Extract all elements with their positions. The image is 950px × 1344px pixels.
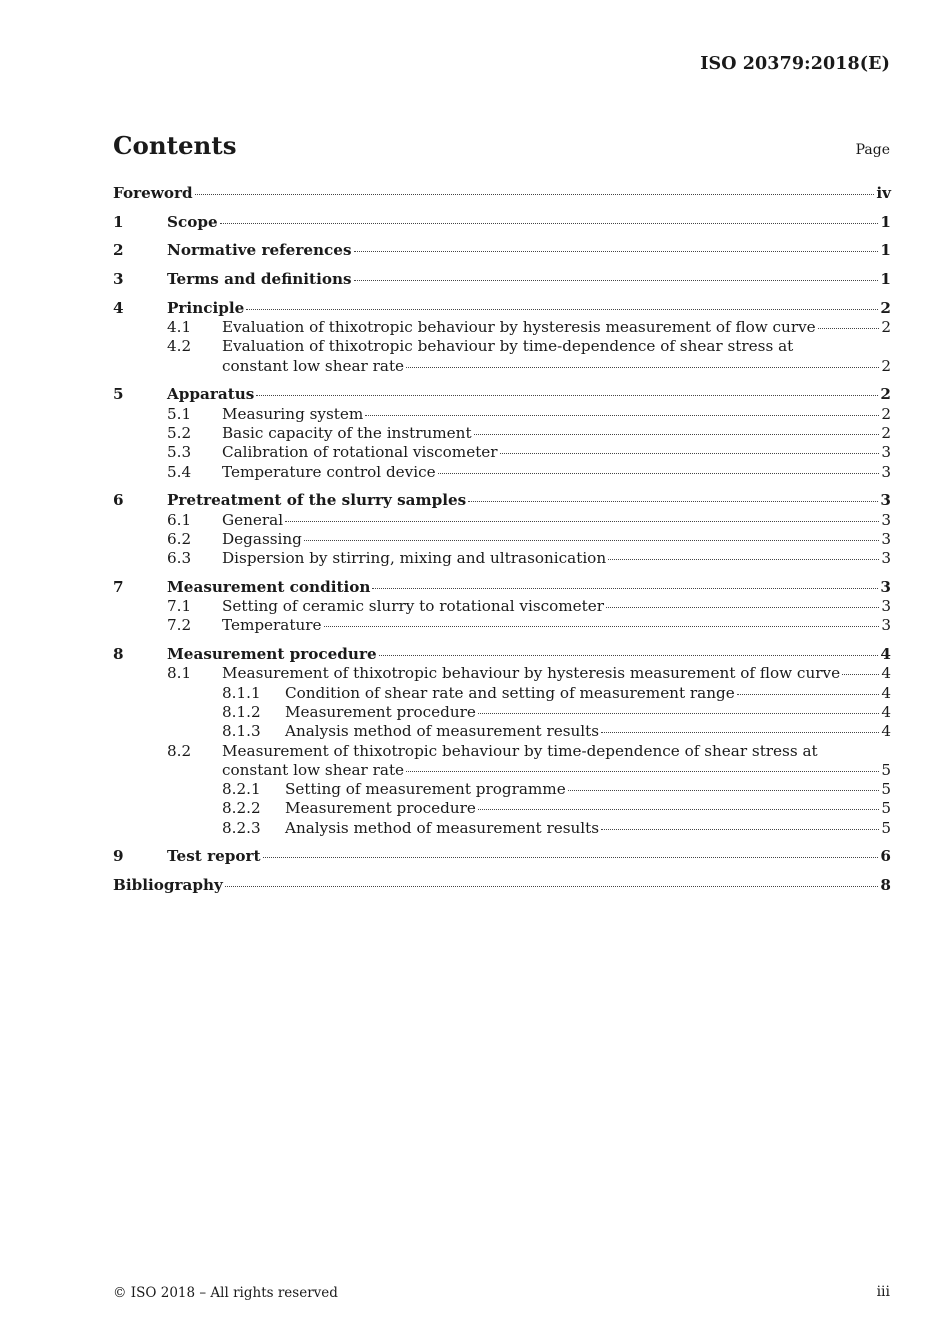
- toc-entry[interactable]: [113, 299, 891, 318]
- toc-entry-page[interactable]: 8: [880, 876, 891, 895]
- toc-entry-title[interactable]: Apparatus: [167, 385, 255, 404]
- toc-entry-number: 6: [113, 491, 124, 510]
- toc-entry-title[interactable]: Measurement procedure: [285, 702, 476, 721]
- dot-leader: [438, 473, 880, 474]
- dot-leader: [478, 713, 879, 714]
- toc-entry-number: 5.4: [167, 462, 192, 481]
- toc-entry[interactable]: [113, 530, 891, 549]
- document-id: ISO 20379:2018(E): [700, 54, 890, 74]
- dot-leader: [263, 857, 879, 858]
- toc-entry-page[interactable]: 2: [880, 385, 891, 404]
- toc-entry-page[interactable]: 3: [881, 510, 891, 529]
- toc-entry-number: 7.2: [167, 616, 192, 635]
- dot-leader: [842, 674, 879, 675]
- toc-entry-number: 6.1: [167, 510, 192, 529]
- toc-entry[interactable]: [113, 578, 891, 597]
- toc-entry-number: 8.2.1: [222, 780, 261, 799]
- toc-entry-title[interactable]: Bibliography: [113, 876, 223, 895]
- toc-entry-title[interactable]: Basic capacity of the instrument: [222, 423, 472, 442]
- toc-entry-page[interactable]: 4: [881, 664, 891, 683]
- toc-entry-page[interactable]: 2: [881, 423, 891, 442]
- toc-entry[interactable]: [113, 761, 891, 780]
- toc-entry-number: 5.1: [167, 404, 192, 423]
- toc-entry-title[interactable]: constant low shear rate: [222, 356, 405, 375]
- toc-entry[interactable]: [113, 664, 891, 683]
- toc-entry-title[interactable]: Setting of ceramic slurry to rotational viscometer: [222, 597, 605, 616]
- dot-leader: [195, 194, 875, 195]
- toc-entry[interactable]: [113, 549, 891, 568]
- toc-entry-page[interactable]: 3: [881, 529, 891, 548]
- page-number: iii: [876, 1284, 890, 1300]
- dot-leader: [606, 607, 879, 608]
- toc-entry-number: 5.3: [167, 443, 192, 462]
- toc-entry-number: 8.2: [167, 741, 192, 760]
- table-of-contents: [113, 184, 891, 895]
- page-column-label: Page: [855, 142, 890, 158]
- toc-entry-title[interactable]: Setting of measurement programme: [285, 780, 566, 799]
- toc-entry-number: 8.2.3: [222, 818, 261, 837]
- toc-entry-page[interactable]: 5: [881, 818, 891, 837]
- dot-leader: [324, 626, 880, 627]
- toc-entry[interactable]: [113, 616, 891, 635]
- toc-entry[interactable]: [113, 511, 891, 530]
- toc-entry-page[interactable]: 3: [881, 597, 891, 616]
- dot-leader: [256, 395, 878, 396]
- page-title: Contents: [113, 131, 237, 160]
- dot-leader: [601, 829, 879, 830]
- toc-entry-title[interactable]: Dispersion by stirring, mixing and ultrasonication: [222, 549, 607, 568]
- dot-leader: [354, 280, 879, 281]
- toc-entry-page[interactable]: 5: [881, 799, 891, 818]
- toc-entry-title[interactable]: Normative references: [167, 241, 352, 260]
- toc-entry-page[interactable]: 2: [881, 356, 891, 375]
- toc-entry-page[interactable]: 3: [880, 577, 891, 596]
- toc-entry-number: 4: [113, 298, 124, 317]
- dot-leader: [246, 309, 878, 310]
- toc-entry[interactable]: [113, 213, 891, 232]
- toc-entry-number: 6.2: [167, 529, 192, 548]
- dot-leader: [225, 886, 879, 887]
- toc-entry-number: 1: [113, 212, 124, 231]
- toc-entry-page[interactable]: 5: [881, 760, 891, 779]
- toc-entry-title[interactable]: constant low shear rate: [222, 760, 405, 779]
- toc-entry-title[interactable]: Measurement procedure: [167, 645, 377, 664]
- dot-leader: [468, 501, 878, 502]
- toc-entry-page[interactable]: 3: [880, 491, 891, 510]
- toc-entry-page[interactable]: 3: [881, 462, 891, 481]
- copyright-notice: © ISO 2018 – All rights reserved: [113, 1285, 338, 1301]
- toc-entry[interactable]: [113, 819, 891, 838]
- toc-entry[interactable]: [113, 799, 891, 818]
- toc-entry-number: 4.2: [167, 337, 192, 356]
- toc-entry-title[interactable]: Analysis method of measurement results: [285, 818, 600, 837]
- toc-entry-number: 4.1: [167, 318, 192, 337]
- dot-leader: [818, 328, 880, 329]
- toc-entry-title[interactable]: Measurement of thixotropic behaviour by hysteresis measurement of flow curve: [222, 664, 841, 683]
- toc-entry-title[interactable]: Measurement procedure: [285, 799, 476, 818]
- toc-entry-page[interactable]: 4: [881, 722, 891, 741]
- dot-leader: [608, 559, 879, 560]
- dot-leader: [500, 453, 880, 454]
- dot-leader: [474, 434, 880, 435]
- toc-entry[interactable]: [113, 491, 891, 510]
- toc-entry-title[interactable]: Degassing: [222, 529, 302, 548]
- toc-entry-number: 8.1.3: [222, 722, 261, 741]
- toc-entry[interactable]: [113, 357, 891, 376]
- toc-entry-title[interactable]: Pretreatment of the slurry samples: [167, 491, 467, 510]
- dot-leader: [220, 223, 879, 224]
- toc-entry-number: 3: [113, 270, 124, 289]
- toc-entry-title[interactable]: Measurement of thixotropic behaviour by time-dependence of shear stress at: [222, 741, 818, 760]
- toc-entry[interactable]: [113, 463, 891, 482]
- toc-entry-title[interactable]: Condition of shear rate and setting of measurement range: [285, 683, 735, 702]
- toc-entry[interactable]: [113, 184, 891, 203]
- toc-entry-page[interactable]: 3: [881, 549, 891, 568]
- toc-entry-page[interactable]: 4: [881, 702, 891, 721]
- toc-entry-page[interactable]: 4: [880, 645, 891, 664]
- toc-entry-title[interactable]: Temperature: [222, 616, 322, 635]
- toc-entry-page[interactable]: 6: [880, 847, 891, 866]
- toc-entry[interactable]: [113, 270, 891, 289]
- toc-entry[interactable]: [113, 337, 891, 356]
- toc-entry-number: 2: [113, 241, 124, 260]
- toc-entry-page[interactable]: 1: [880, 241, 891, 260]
- toc-entry-title[interactable]: Terms and definitions: [167, 270, 352, 289]
- toc-entry-title[interactable]: Principle: [167, 298, 245, 317]
- toc-entry[interactable]: [113, 597, 891, 616]
- dot-leader: [379, 655, 879, 656]
- toc-entry[interactable]: [113, 742, 891, 761]
- toc-entry-page[interactable]: 3: [881, 616, 891, 635]
- toc-entry-number: 7.1: [167, 597, 192, 616]
- toc-entry-page[interactable]: iv: [876, 184, 891, 202]
- dot-leader: [601, 732, 879, 733]
- toc-entry-page[interactable]: 1: [880, 212, 891, 231]
- dot-leader: [285, 521, 879, 522]
- toc-entry-title[interactable]: Temperature control device: [222, 462, 436, 481]
- toc-entry-number: 5: [113, 385, 124, 404]
- toc-entry[interactable]: [113, 722, 891, 741]
- toc-entry-title[interactable]: Scope: [167, 212, 218, 231]
- toc-entry-number: 9: [113, 847, 124, 866]
- toc-entry-number: 7: [113, 577, 124, 596]
- toc-entry-page[interactable]: 2: [880, 298, 891, 317]
- dot-leader: [478, 809, 879, 810]
- dot-leader: [737, 694, 880, 695]
- toc-entry-page[interactable]: 2: [881, 404, 891, 423]
- toc-entry[interactable]: [113, 703, 891, 722]
- toc-entry-page[interactable]: 2: [881, 318, 891, 337]
- toc-entry[interactable]: [113, 385, 891, 404]
- dot-leader: [406, 367, 879, 368]
- toc-entry-title[interactable]: Foreword: [113, 184, 193, 202]
- toc-entry-title[interactable]: Calibration of rotational viscometer: [222, 443, 498, 462]
- toc-entry-number: 8.1.1: [222, 683, 261, 702]
- toc-entry[interactable]: [113, 405, 891, 424]
- toc-entry-title[interactable]: Measuring system: [222, 404, 364, 423]
- toc-entry-number: 5.2: [167, 423, 192, 442]
- toc-entry[interactable]: [113, 847, 891, 866]
- toc-entry-number: 8.1.2: [222, 702, 261, 721]
- toc-entry[interactable]: [113, 645, 891, 664]
- toc-entry[interactable]: [113, 684, 891, 703]
- dot-leader: [354, 251, 879, 252]
- toc-entry[interactable]: [113, 318, 891, 337]
- dot-leader: [406, 771, 879, 772]
- toc-entry-title[interactable]: Measurement condition: [167, 577, 371, 596]
- dot-leader: [304, 540, 879, 541]
- toc-entry-title[interactable]: Evaluation of thixotropic behaviour by time-dependence of shear stress at: [222, 337, 794, 356]
- toc-entry-title[interactable]: Analysis method of measurement results: [285, 722, 600, 741]
- toc-entry-page[interactable]: 5: [881, 780, 891, 799]
- toc-entry-page[interactable]: 4: [881, 683, 891, 702]
- toc-entry-title[interactable]: Evaluation of thixotropic behaviour by hysteresis measurement of flow curve: [222, 318, 816, 337]
- toc-entry-number: 8.2.2: [222, 799, 261, 818]
- dot-leader: [372, 588, 878, 589]
- toc-entry[interactable]: [113, 241, 891, 260]
- toc-entry[interactable]: [113, 780, 891, 799]
- toc-entry-page[interactable]: 1: [880, 270, 891, 289]
- toc-entry[interactable]: [113, 424, 891, 443]
- toc-entry-number: 8.1: [167, 664, 192, 683]
- dot-leader: [365, 415, 879, 416]
- toc-entry[interactable]: [113, 876, 891, 895]
- toc-entry-title[interactable]: Test report: [167, 847, 261, 866]
- toc-entry-page[interactable]: 3: [881, 443, 891, 462]
- toc-entry-number: 8: [113, 645, 124, 664]
- dot-leader: [568, 790, 880, 791]
- toc-entry-title[interactable]: General: [222, 510, 284, 529]
- toc-entry-number: 6.3: [167, 549, 192, 568]
- toc-entry[interactable]: [113, 443, 891, 462]
